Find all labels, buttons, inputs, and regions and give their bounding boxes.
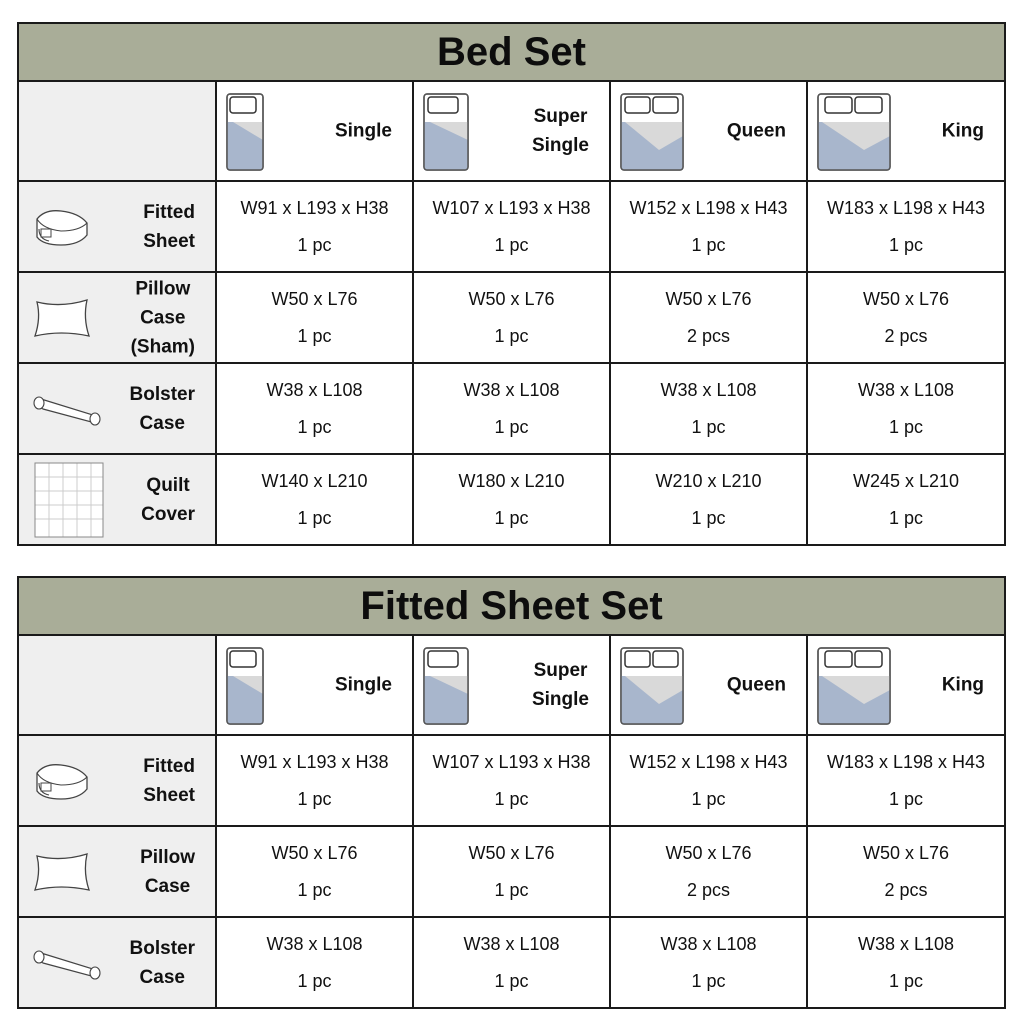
dimension-text: W38 x L108 [660, 934, 757, 954]
value-cell [807, 363, 1005, 454]
dimension-text: W50 x L76 [665, 843, 752, 863]
value-cell [216, 272, 413, 363]
fitted-sheet-set-table [17, 576, 1006, 1009]
table-title: Fitted Sheet Set [18, 577, 1005, 635]
quilt-icon [33, 461, 105, 539]
size-name: Super Single [531, 106, 589, 156]
bed-set-table [17, 22, 1006, 546]
table-row [18, 272, 1005, 363]
pillow-icon [31, 296, 93, 340]
table-row [18, 363, 1005, 454]
row-label: Bolster Case [129, 383, 195, 434]
value-cell [413, 181, 610, 272]
quantity-text: 1 pc [297, 326, 332, 346]
value-cell [216, 454, 413, 545]
dimension-text: W50 x L76 [271, 843, 358, 863]
table-row [18, 181, 1005, 272]
size-header-single [216, 635, 413, 735]
row-label: Pillow Case [140, 846, 195, 897]
size-header-super-single [413, 635, 610, 735]
quantity-text: 1 pc [691, 789, 726, 809]
table-row [18, 917, 1005, 1008]
bolster-icon [31, 389, 103, 429]
quantity-text: 1 pc [691, 508, 726, 528]
king-bed-icon [816, 92, 892, 172]
size-name: King [941, 120, 984, 142]
dimension-text: W152 x L198 x H43 [629, 198, 788, 218]
quantity-text: 1 pc [888, 417, 924, 437]
quantity-text: 1 pc [297, 971, 332, 991]
size-name: King [941, 674, 985, 696]
size-header-single [216, 81, 413, 181]
value-cell [807, 181, 1005, 272]
single-bed-icon [225, 92, 265, 172]
quantity-text: 1 pc [691, 417, 726, 437]
quantity-text: 1 pc [889, 971, 924, 991]
quantity-text: 1 pc [494, 789, 529, 809]
dimension-text: W38 x L108 [857, 380, 955, 400]
value-cell [413, 826, 610, 917]
dimension-text: W50 x L76 [271, 289, 358, 309]
size-name: Single [334, 674, 392, 696]
dimension-text: W183 x L198 x H43 [826, 752, 986, 772]
value-cell [610, 181, 807, 272]
size-name: Queen [726, 120, 786, 142]
dimension-text: W50 x L76 [862, 289, 950, 309]
dimension-text: W180 x L210 [458, 471, 565, 491]
quantity-text: 1 pc [888, 235, 924, 255]
fitted-sheet-icon [31, 205, 91, 249]
dimension-text: W38 x L108 [660, 380, 757, 400]
bolster-icon [31, 943, 103, 983]
super-single-bed-icon [422, 646, 470, 726]
value-cell [807, 826, 1005, 917]
size-header-super-single [413, 81, 610, 181]
size-header-king [807, 635, 1005, 735]
dimension-text: W38 x L108 [463, 380, 560, 400]
quantity-text: 1 pc [297, 235, 332, 255]
dimension-text: W38 x L108 [266, 934, 363, 954]
value-cell [610, 363, 807, 454]
dimension-text: W50 x L76 [468, 289, 555, 309]
row-header-pillow-case [18, 826, 216, 917]
size-name: Single [334, 120, 392, 142]
dimension-text: W107 x L193 x H38 [432, 752, 591, 772]
row-label: Fitted Sheet [143, 201, 195, 252]
dimension-text: W50 x L76 [468, 843, 555, 863]
dimension-text: W50 x L76 [665, 289, 752, 309]
row-header-fitted-sheet [18, 735, 216, 826]
corner-cell [18, 635, 216, 735]
quantity-text: 1 pc [494, 326, 529, 346]
size-name: Super Single [531, 660, 589, 710]
dimension-text: W38 x L108 [463, 934, 560, 954]
quantity-text: 1 pc [494, 508, 529, 528]
value-cell [610, 735, 807, 826]
dimension-text: W38 x L108 [266, 380, 363, 400]
value-cell [216, 917, 413, 1008]
table-row [18, 826, 1005, 917]
row-label: Quilt Cover [141, 474, 195, 525]
quantity-text: 2 pcs [686, 880, 731, 900]
row-header-pillow-case [18, 272, 216, 363]
row-label: Pillow Case (Sham) [130, 278, 195, 357]
queen-bed-icon [619, 646, 685, 726]
value-cell [413, 363, 610, 454]
value-cell [216, 826, 413, 917]
value-cell [807, 917, 1005, 1008]
quantity-text: 1 pc [494, 417, 529, 437]
value-cell [413, 272, 610, 363]
quantity-text: 1 pc [297, 508, 332, 528]
dimension-text: W91 x L193 x H38 [240, 198, 389, 218]
quantity-text: 1 pc [297, 880, 332, 900]
value-cell [610, 454, 807, 545]
dimension-text: W107 x L193 x H38 [432, 198, 591, 218]
row-label: Fitted Sheet [143, 755, 195, 806]
value-cell [216, 181, 413, 272]
dimension-text: W210 x L210 [655, 471, 762, 491]
value-cell [807, 735, 1005, 826]
value-cell [413, 917, 610, 1008]
size-header-queen [610, 81, 807, 181]
queen-bed-icon [619, 92, 685, 172]
value-cell [216, 735, 413, 826]
size-header-king [807, 81, 1005, 181]
quantity-text: 1 pc [889, 789, 924, 809]
quantity-text: 1 pc [494, 235, 529, 255]
super-single-bed-icon [422, 92, 470, 172]
dimension-text: W245 x L210 [852, 471, 960, 491]
row-label: Bolster Case [129, 937, 195, 988]
quantity-text: 1 pc [888, 508, 924, 528]
fitted-sheet-icon [31, 759, 91, 803]
single-bed-icon [225, 646, 265, 726]
dimension-text: W38 x L108 [857, 934, 955, 954]
value-cell [610, 272, 807, 363]
quantity-text: 2 pcs [884, 326, 928, 346]
row-header-bolster-case [18, 917, 216, 1008]
quantity-text: 1 pc [691, 971, 726, 991]
value-cell [807, 272, 1005, 363]
quantity-text: 2 pcs [884, 880, 928, 900]
size-header-queen [610, 635, 807, 735]
row-header-fitted-sheet [18, 181, 216, 272]
table-title: Bed Set [18, 23, 1005, 81]
dimension-text: W50 x L76 [863, 843, 950, 863]
table-row [18, 735, 1005, 826]
dimension-text: W91 x L193 x H38 [240, 752, 389, 772]
quantity-text: 1 pc [297, 417, 332, 437]
value-cell [610, 917, 807, 1008]
quantity-text: 2 pcs [686, 326, 731, 346]
dimension-text: W140 x L210 [261, 471, 368, 491]
row-header-quilt-cover [18, 454, 216, 545]
dimension-text: W152 x L198 x H43 [629, 752, 788, 772]
value-cell [413, 735, 610, 826]
quantity-text: 1 pc [494, 880, 529, 900]
quantity-text: 1 pc [691, 235, 726, 255]
pillow-icon [31, 850, 93, 894]
value-cell [413, 454, 610, 545]
value-cell [216, 363, 413, 454]
value-cell [807, 454, 1005, 545]
size-name: Queen [726, 674, 786, 696]
value-cell [610, 826, 807, 917]
king-bed-icon [816, 646, 892, 726]
quantity-text: 1 pc [297, 789, 332, 809]
dimension-text: W183 x L198 x H43 [826, 198, 986, 218]
row-header-bolster-case [18, 363, 216, 454]
corner-cell [18, 81, 216, 181]
quantity-text: 1 pc [494, 971, 529, 991]
table-row [18, 454, 1005, 545]
